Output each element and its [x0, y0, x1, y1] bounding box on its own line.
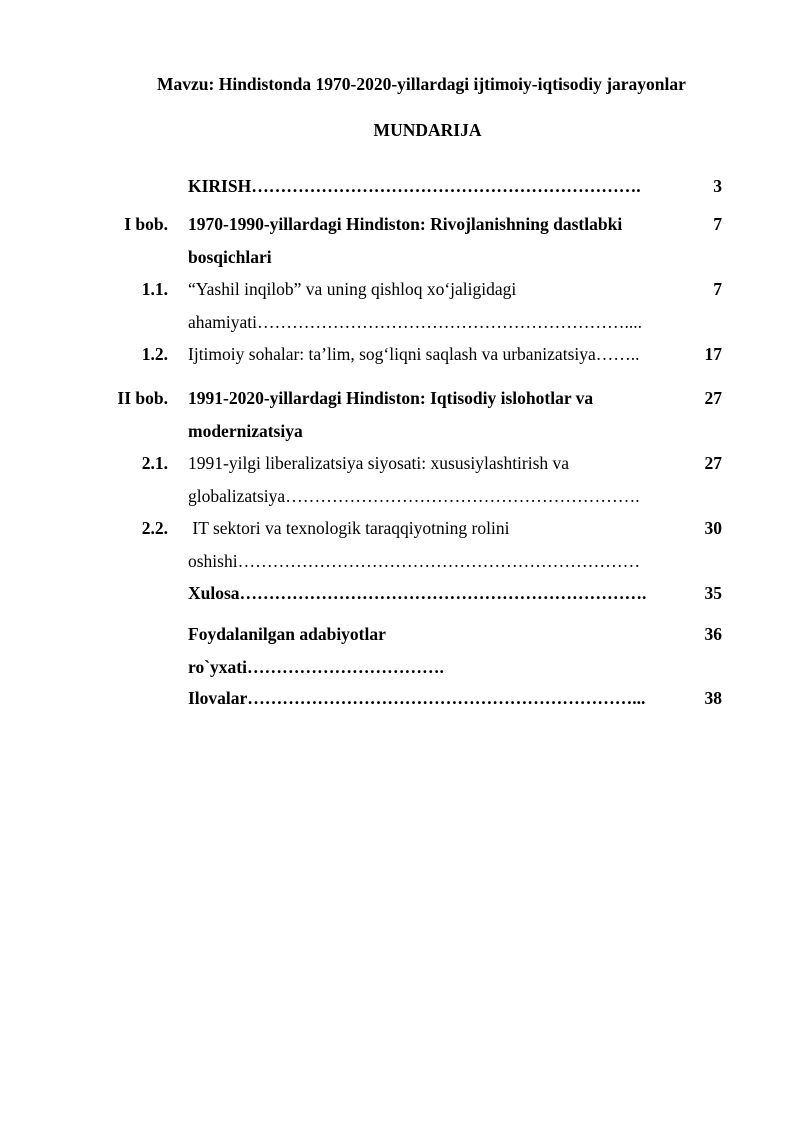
- toc-page-number: 35: [704, 583, 722, 603]
- toc-page-number: 36: [704, 624, 722, 644]
- toc-page-number: 38: [704, 688, 722, 708]
- toc-chapter-number: II bob.: [117, 388, 168, 408]
- toc-section-number: 2.2.: [141, 518, 168, 538]
- toc-entry-title: 1970-1990-yillardagi Hindiston: Rivojlanishning dastlabki bosqichlari: [188, 214, 623, 267]
- toc-entry-title: 1991-yilgi liberalizatsiya siyosati: xususiylashtirish va globalizatsiya…………………………………………………….: [188, 453, 640, 506]
- toc-section-number: 1.2.: [141, 344, 168, 364]
- toc-entry-title: Ijtimoiy sohalar: ta’lim, sog‘liqni saqlash va urbanizatsiya……..: [188, 344, 640, 364]
- toc-entry-title: “Yashil inqilob” va uning qishloq xo‘jaligidagi ahamiyati………………………………………………………....: [188, 279, 643, 332]
- toc-entry-title: 1991-2020-yillardagi Hindiston: Iqtisodiy islohotlar va modernizatsiya: [188, 388, 594, 441]
- toc-section-number: 2.1.: [141, 453, 168, 473]
- toc-entry-title: IT sektori va texnologik taraqqiyotning rolini oshishi……………………………………………………………: [188, 518, 641, 571]
- toc-entry-title: Ilovalar…………………………………………………………...: [188, 688, 646, 708]
- toc-page-number: 7: [713, 279, 722, 299]
- toc-page-number: 30: [704, 518, 722, 538]
- toc-entry-title: Foydalanilgan adabiyotlar ro`yxati…………………………….: [188, 624, 444, 677]
- toc-entry-title: KIRISH………………………………………………………….: [188, 176, 641, 196]
- toc-page-number: 17: [704, 344, 722, 364]
- toc-entry-title: Xulosa…………………………………………………………….: [188, 583, 647, 603]
- document-topic: Mavzu: Hindistonda 1970-2020-yillardagi ijtimoiy-iqtisodiy jarayonlar: [157, 74, 686, 94]
- toc-title: MUNDARIJA: [373, 120, 482, 140]
- toc-page-number: 7: [713, 214, 722, 234]
- toc-page-number: 3: [713, 176, 722, 196]
- toc-page-number: 27: [704, 453, 722, 473]
- toc-page-number: 27: [704, 388, 722, 408]
- toc-section-number: 1.1.: [141, 279, 168, 299]
- toc-chapter-number: I bob.: [124, 214, 168, 234]
